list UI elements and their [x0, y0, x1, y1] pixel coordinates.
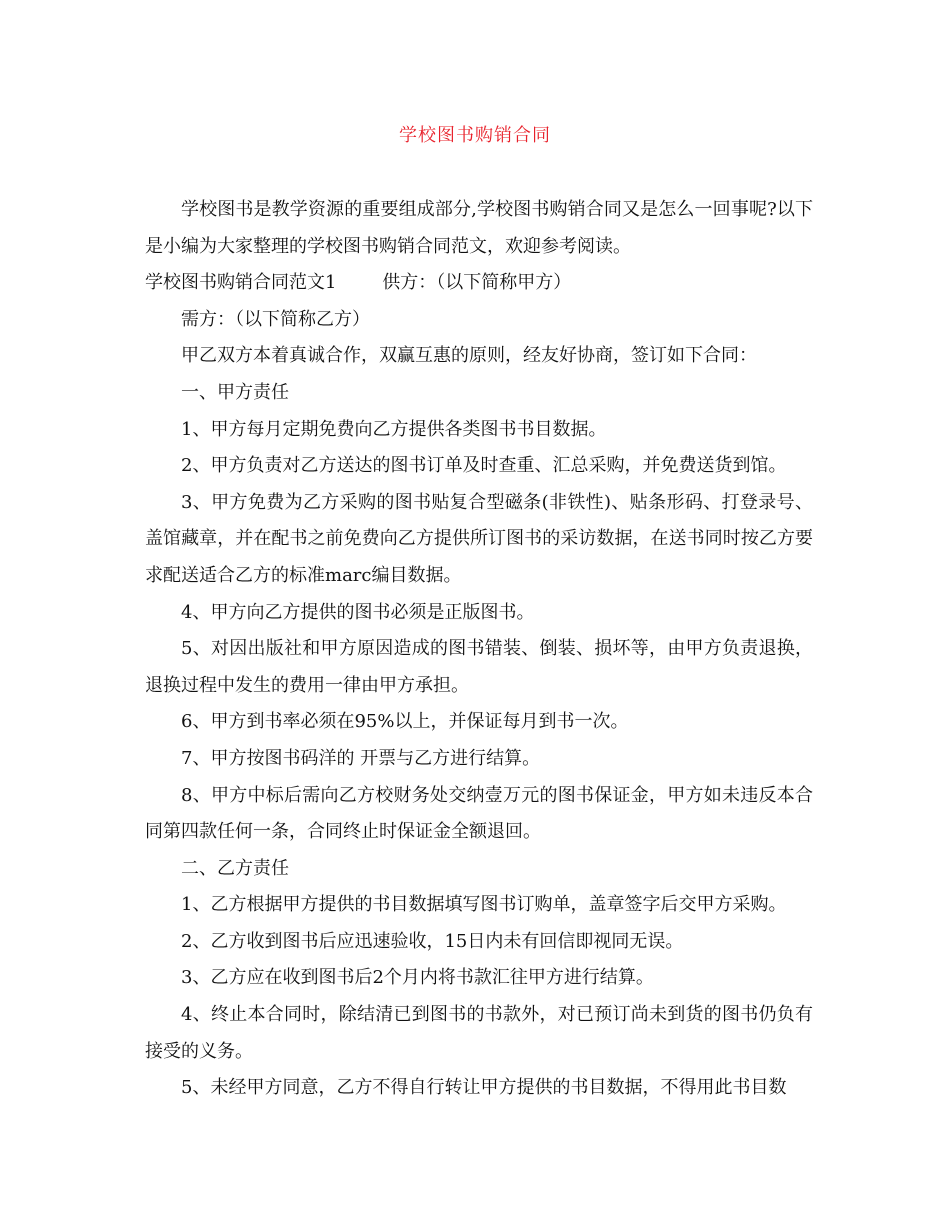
section-heading-party-b: 二、乙方责任	[181, 857, 289, 879]
clause-b-2: 2、乙方收到图书后应迅速验收，15日内未有回信即视同无误。	[181, 930, 684, 952]
clause-a-3: 3、甲方免费为乙方采购的图书贴复合型磁条(非铁性)、贴条形码、打登录号、盖馆藏章，并在配书之前免费向乙方提供所订图书的采访数据，在送书同时按乙方要求配送适合乙方的标准marc编目数据。	[145, 491, 813, 586]
clause-a-5: 5、对因出版社和甲方原因造成的图书错装、倒装、损坏等，由甲方负责退换，退换过程中发生的费用一律由甲方承担。	[145, 638, 813, 696]
sample-heading-line: 学校图书购销合同范文1 供方：（以下简称甲方）	[145, 272, 572, 294]
intro-paragraph: 学校图书是教学资源的重要组成部分,学校图书购销合同又是怎么一回事呢?以下是小编为大家整理的学校图书购销合同范文，欢迎参考阅读。	[145, 199, 813, 257]
clause-b-4: 4、终止本合同时，除结清已到图书的书款外，对已预订尚未到货的图书仍负有接受的义务。	[145, 1004, 813, 1062]
preamble-paragraph: 甲乙双方本着真诚合作，双赢互惠的原则，经友好协商，签订如下合同：	[181, 345, 757, 367]
clause-b-5: 5、未经甲方同意，乙方不得自行转让甲方提供的书目数据，不得用此书目数	[181, 1077, 787, 1099]
clause-a-4: 4、甲方向乙方提供的图书必须是正版图书。	[181, 601, 535, 623]
document-title: 学校图书购销合同	[399, 125, 551, 146]
clause-b-3: 3、乙方应在收到图书后2个月内将书款汇往甲方进行结算。	[181, 967, 654, 989]
clause-a-2: 2、甲方负责对乙方送达的图书订单及时查重、汇总采购，并免费送货到馆。	[181, 455, 787, 477]
clause-a-8: 8、甲方中标后需向乙方校财务处交纳壹万元的图书保证金，甲方如未违反本合同第四款任何一条，合同终止时保证金全额退回。	[145, 784, 813, 843]
document-body	[145, 192, 813, 1107]
clause-a-6: 6、甲方到书率必须在95%以上，并保证每月到书一次。	[181, 711, 629, 733]
section-heading-party-a: 一、甲方责任	[181, 381, 289, 403]
clause-b-1: 1、乙方根据甲方提供的书目数据填写图书订购单，盖章签字后交甲方采购。	[181, 894, 787, 916]
clause-a-1: 1、甲方每月定期免费向乙方提供各类图书书目数据。	[181, 418, 607, 440]
party-b-line: 需方：（以下简称乙方）	[181, 308, 370, 330]
clause-a-7: 7、甲方按图书码洋的 开票与乙方进行结算。	[181, 747, 541, 769]
